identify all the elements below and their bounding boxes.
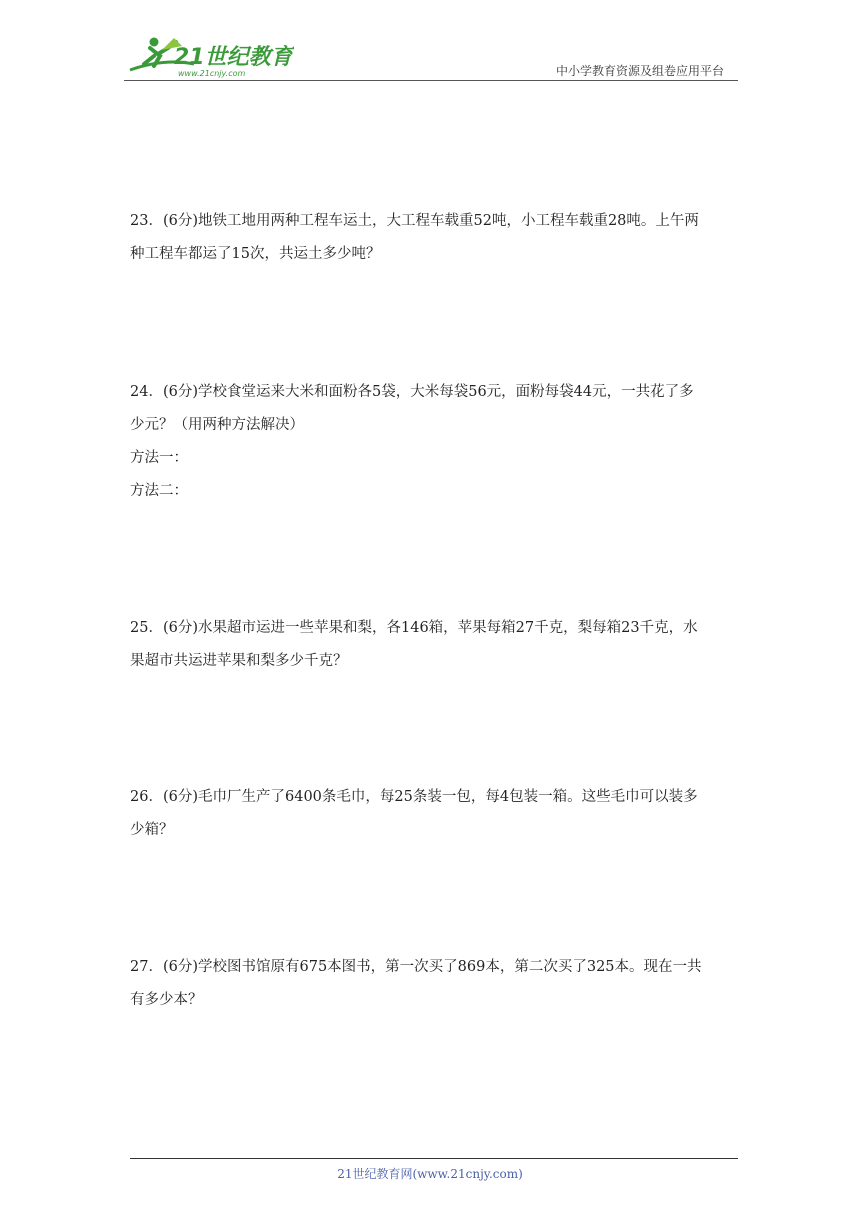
question-23: [130, 205, 730, 271]
question-line: 少箱？: [130, 822, 174, 838]
svg-text:21世纪教育: 21世纪教育: [174, 45, 293, 70]
svg-text:www.21cnjy.com: www.21cnjy.com: [178, 69, 246, 78]
question-24: [130, 376, 730, 508]
question-line: 少元？（用两种方法解决）: [130, 417, 304, 433]
question-line: 有多少本？: [130, 992, 203, 1008]
question-line: 23．(6分)地铁工地用两种工程车运土，大工程车载重52吨，小工程车载重28吨。上午两: [130, 213, 699, 229]
question-line: 种工程车都运了15次，共运土多少吨？: [130, 246, 381, 262]
question-line: 果超市共运进苹果和梨多少千克？: [130, 653, 348, 669]
question-line: 25．(6分)水果超市运进一些苹果和梨，各146箱，苹果每箱27千克，梨每箱23千克，水: [130, 620, 698, 636]
header-divider: [124, 80, 738, 81]
page-header: [124, 30, 738, 82]
question-line: 24．(6分)学校食堂运来大米和面粉各5袋，大米每袋56元，面粉每袋44元，一共花了多: [130, 384, 694, 400]
question-26: [130, 781, 730, 847]
footer-link[interactable]: 21世纪教育网(www.21cnjy.com): [337, 1167, 523, 1181]
site-logo: [124, 34, 294, 78]
method-two-label: 方法二：: [130, 483, 188, 499]
method-one-label: 方法一：: [130, 450, 188, 466]
question-25: [130, 612, 730, 678]
footer-divider: [130, 1158, 738, 1159]
platform-name: 中小学教育资源及组卷应用平台: [555, 64, 724, 78]
question-line: 26．(6分)毛巾厂生产了6400条毛巾，每25条装一包，每4包装一箱。这些毛巾可以装多: [130, 789, 698, 805]
question-line: 27．(6分)学校图书馆原有675本图书，第一次买了869本，第二次买了325本。现在一共: [130, 959, 702, 975]
question-27: [130, 951, 730, 1017]
